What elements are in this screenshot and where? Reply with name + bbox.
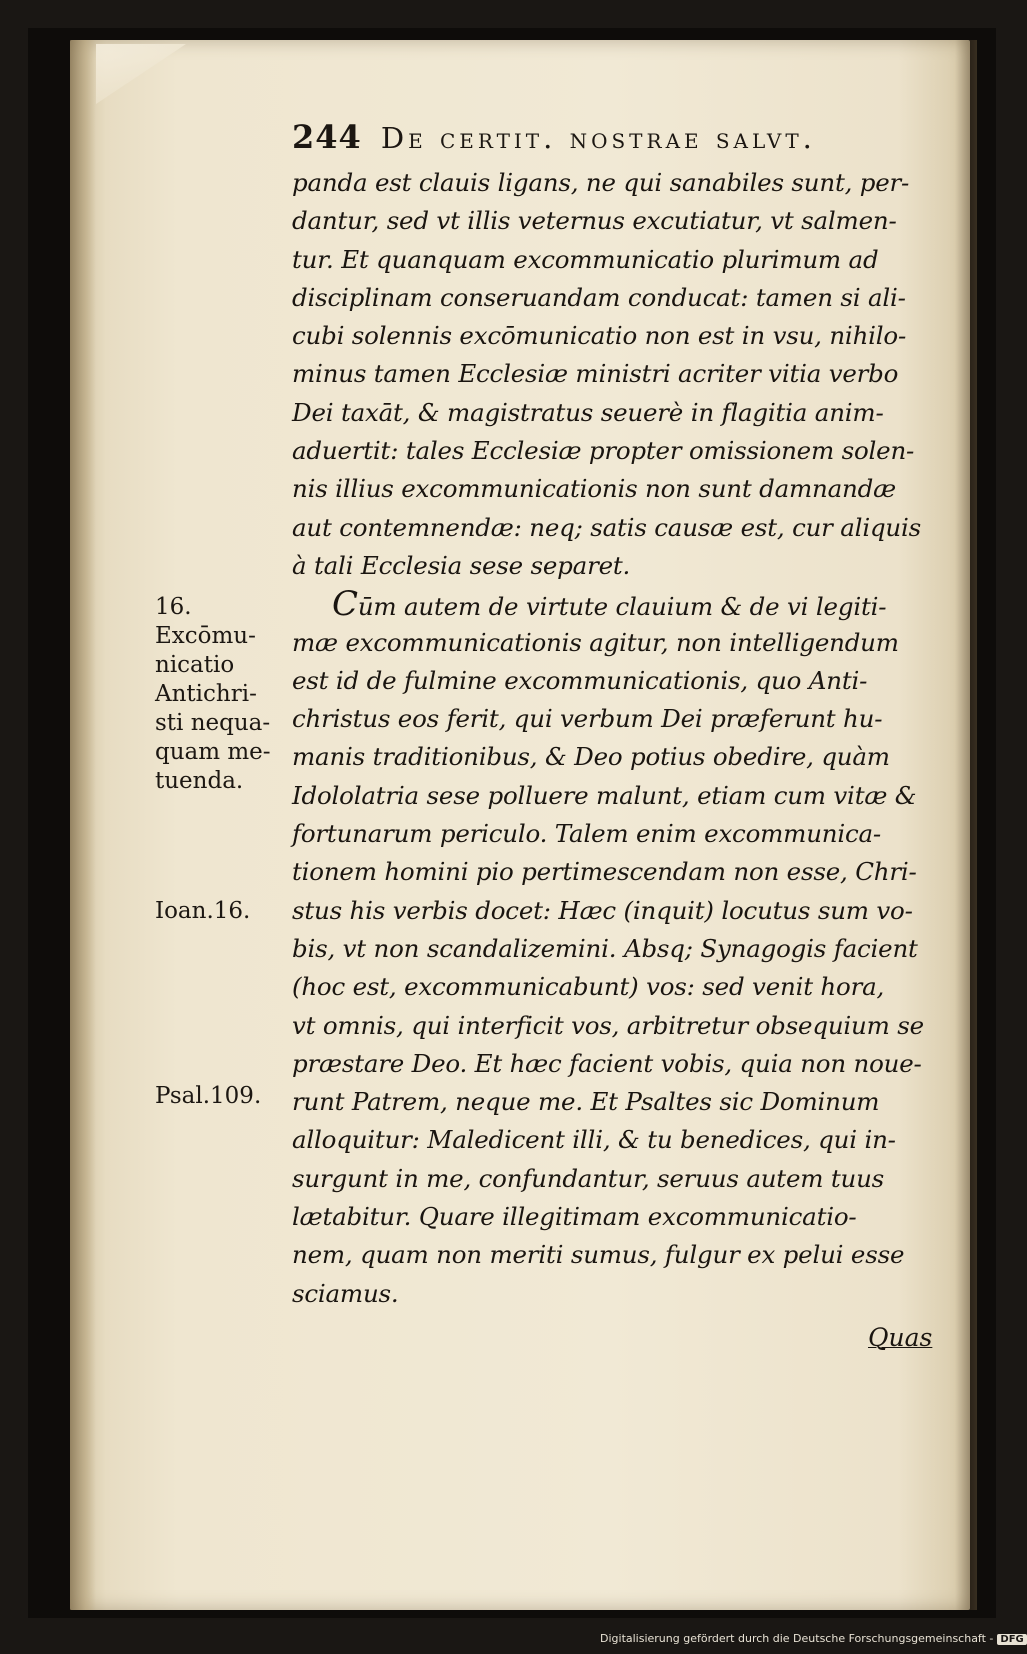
marginal-reference-psalm xyxy=(155,1082,295,1111)
text-line: Dei taxāt, & magistratus seuerè in flagitia anim- xyxy=(292,397,884,427)
paragraph-start-line xyxy=(292,585,932,623)
text-line: est id de fulmine excommunicationis, quo Anti- xyxy=(292,665,868,695)
text-line: aut contemnendæ: neq; satis causæ est, cur aliquis xyxy=(292,512,922,542)
text-line: bis, vt non scandalizemini. Absq; Synagogis facient xyxy=(292,933,918,963)
text-line: christus eos ferit, qui verbum Dei præferunt hu- xyxy=(292,704,883,734)
catchword: Quas xyxy=(868,1323,933,1352)
marginal-line: tuenda. xyxy=(155,768,244,794)
text-line: minus tamen Ecclesiæ ministri acriter vitia verbo xyxy=(292,359,899,389)
marginal-reference-john xyxy=(155,897,295,926)
text-line: Idololatria sese polluere malunt, etiam cum vitæ & xyxy=(292,780,917,810)
text-line: surgunt in me, confundantur, seruus autem tuus xyxy=(292,1163,885,1193)
body-text xyxy=(292,164,932,1313)
page-edge-shadow xyxy=(955,40,977,1610)
text-line: aduertit: tales Ecclesiæ propter omissionem solen- xyxy=(292,436,915,466)
text-line: præstare Deo. Et hæc facient vobis, quia non noue- xyxy=(292,1048,922,1078)
text-line: lætabitur. Quare illegitimam excommunicatio- xyxy=(292,1202,857,1232)
text-line: manis traditionibus, & Deo potius obedire, quàm xyxy=(292,742,890,772)
text-line: (hoc est, excommunicabunt) vos: sed venit hora, xyxy=(292,972,885,1002)
marginal-line: Antichri- xyxy=(155,681,257,707)
text-line: sciamus. xyxy=(292,1278,399,1308)
marginal-line: nicatio xyxy=(155,652,235,678)
text-line: cubi solennis excōmunicatio non est in vsu, nihilo- xyxy=(292,321,907,351)
credit-text: Digitalisierung gefördert durch die Deutsche Forschungsgemeinschaft - xyxy=(600,1632,994,1645)
marginal-section-number: 16. xyxy=(155,594,192,620)
digitization-credit xyxy=(600,1632,1024,1650)
text-line: nem, quam non meriti sumus, fulgur ex pelui esse xyxy=(292,1240,905,1270)
marginal-line: sti nequa- xyxy=(155,710,271,736)
marginal-note-section xyxy=(155,593,295,796)
page-gutter-shadow xyxy=(70,40,96,1610)
text-line: vt omnis, qui interficit vos, arbitretur obsequium se xyxy=(292,1010,924,1040)
text-line: à tali Ecclesia sese separet. xyxy=(292,550,631,580)
marginal-line: quam me- xyxy=(155,739,271,765)
dfg-logo: DFG xyxy=(997,1634,1026,1645)
marginal-line: Excōmu- xyxy=(155,623,256,649)
text-line: disciplinam conseruandam conducat: tamen si ali- xyxy=(292,282,906,312)
text-line: ūm autem de virtute clauium & de vi legiti- xyxy=(357,592,887,622)
text-line: dantur, sed vt illis veternus excutiatur, vt salmen- xyxy=(292,206,897,236)
scripture-reference: Psal.109. xyxy=(155,1083,262,1109)
text-line: runt Patrem, neque me. Et Psaltes sic Dominum xyxy=(292,1087,880,1117)
text-line: mæ excommunicationis agitur, non intelligendum xyxy=(292,627,899,657)
text-line: stus his verbis docet: Hæc (inquit) locutus sum vo- xyxy=(292,895,913,925)
text-line: fortunarum periculo. Talem enim excommunica- xyxy=(292,819,881,849)
text-line: tionem homini pio pertimescendam non esse, Chri- xyxy=(292,857,917,887)
running-title: De certit. nostrae salvt. xyxy=(380,121,816,155)
text-line: alloquitur: Maledicent illi, & tu benedices, qui in- xyxy=(292,1125,896,1155)
scripture-reference: Ioan.16. xyxy=(155,898,251,924)
page-number: 244 xyxy=(292,118,362,156)
page-header xyxy=(292,118,932,162)
text-line: panda est clauis ligans, ne qui sanabiles sunt, per- xyxy=(292,168,910,197)
text-line: nis illius excommunicationis non sunt damnandæ xyxy=(292,474,896,504)
drop-letter: C xyxy=(332,584,358,625)
text-line: tur. Et quanquam excommunicatio plurimum ad xyxy=(292,244,879,274)
